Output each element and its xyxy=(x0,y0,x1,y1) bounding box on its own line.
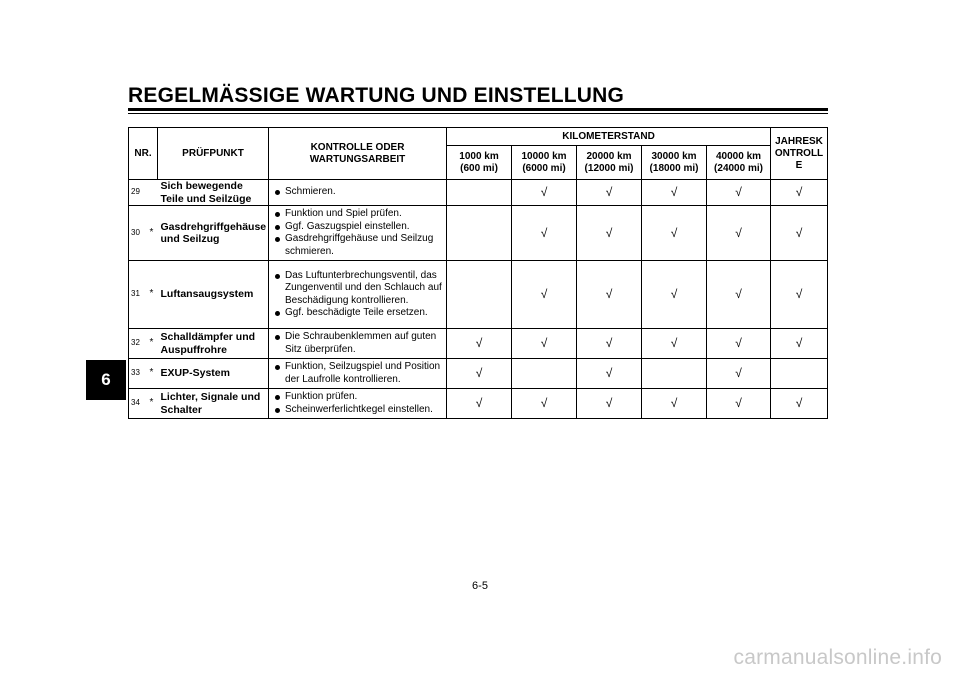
interval-km: 20000 km xyxy=(586,150,632,162)
action-item: Die Schraubenklemmen auf guten Sitz überprüfen. xyxy=(273,331,443,356)
watermark: carmanualsonline.info xyxy=(733,646,942,669)
check-cell xyxy=(447,261,512,329)
action-list xyxy=(273,208,443,258)
header-interval xyxy=(707,146,771,180)
check-cell: √ xyxy=(512,389,577,419)
row-item: Lichter, Signale und Schalter xyxy=(158,389,269,419)
header-action: KONTROLLE ODER WARTUNGSARBEIT xyxy=(269,128,447,180)
check-cell: √ xyxy=(707,329,771,359)
check-cell: √ xyxy=(512,329,577,359)
action-list xyxy=(273,391,443,416)
check-cell: √ xyxy=(577,359,642,389)
table-row xyxy=(129,180,828,206)
check-cell: √ xyxy=(707,180,771,206)
chapter-tab[interactable]: 6 xyxy=(86,360,126,400)
header-interval xyxy=(447,146,512,180)
check-cell xyxy=(642,359,707,389)
check-cell: √ xyxy=(642,261,707,329)
check-cell xyxy=(771,359,828,389)
check-cell: √ xyxy=(771,329,828,359)
check-cell: √ xyxy=(577,261,642,329)
row-number: 31 xyxy=(129,261,146,329)
interval-km: 1000 km xyxy=(459,150,499,162)
page-number: 6-5 xyxy=(472,580,488,592)
interval-mi: (6000 mi) xyxy=(522,162,566,174)
check-cell: √ xyxy=(642,329,707,359)
check-cell: √ xyxy=(642,206,707,261)
check-cell: √ xyxy=(577,329,642,359)
header-interval xyxy=(577,146,642,180)
row-item: Sich bewegende Teile und Seilzüge xyxy=(158,180,269,206)
check-cell xyxy=(447,206,512,261)
row-star-marker: * xyxy=(146,389,158,419)
check-cell: √ xyxy=(707,261,771,329)
check-cell: √ xyxy=(771,180,828,206)
action-item: Schmieren. xyxy=(273,186,443,199)
header-annual-check: JAHRESKONTROLLE xyxy=(771,128,828,180)
check-cell: √ xyxy=(512,261,577,329)
action-item: Funktion prüfen. xyxy=(273,391,443,404)
check-cell: √ xyxy=(447,359,512,389)
row-actions xyxy=(269,206,447,261)
row-star-marker: * xyxy=(146,329,158,359)
action-item: Funktion und Spiel prüfen. xyxy=(273,208,443,221)
header-interval xyxy=(642,146,707,180)
check-cell xyxy=(447,180,512,206)
interval-mi: (18000 mi) xyxy=(649,162,699,174)
action-item: Funktion, Seilzugspiel und Position der Laufrolle kontrollieren. xyxy=(273,361,443,386)
table-row xyxy=(129,206,828,261)
interval-mi: (12000 mi) xyxy=(584,162,634,174)
check-cell: √ xyxy=(642,180,707,206)
check-cell: √ xyxy=(771,206,828,261)
interval-mi: (24000 mi) xyxy=(714,162,763,174)
row-actions xyxy=(269,180,447,206)
header-kilometerstand: KILOMETERSTAND xyxy=(447,128,771,146)
row-star-marker: * xyxy=(146,206,158,261)
action-list xyxy=(273,361,443,386)
row-actions xyxy=(269,329,447,359)
check-cell: √ xyxy=(577,389,642,419)
interval-mi: (600 mi) xyxy=(460,162,498,174)
interval-km: 40000 km xyxy=(715,150,762,162)
interval-km: 10000 km xyxy=(521,150,567,162)
page-title: REGELMÄSSIGE WARTUNG UND EINSTELLUNG xyxy=(128,84,625,107)
row-actions xyxy=(269,359,447,389)
check-cell: √ xyxy=(512,206,577,261)
header-interval xyxy=(512,146,577,180)
row-number: 30 xyxy=(129,206,146,261)
check-cell xyxy=(512,359,577,389)
table-row xyxy=(129,389,828,419)
header-rule-thin xyxy=(128,113,828,114)
row-actions xyxy=(269,261,447,329)
header-item: PRÜFPUNKT xyxy=(158,128,269,180)
check-cell: √ xyxy=(707,389,771,419)
row-star-marker: * xyxy=(146,261,158,329)
row-star-marker: * xyxy=(146,359,158,389)
action-item: Scheinwerferlichtkegel einstellen. xyxy=(273,404,443,417)
row-star-marker xyxy=(146,180,158,206)
check-cell: √ xyxy=(577,180,642,206)
check-cell: √ xyxy=(447,389,512,419)
action-item: Das Luftunterbrechungsventil, das Zungenventil und den Schlauch auf Beschädigung kontrollieren. xyxy=(273,270,443,308)
action-list xyxy=(273,331,443,356)
row-number: 33 xyxy=(129,359,146,389)
row-number: 34 xyxy=(129,389,146,419)
header-nr: NR. xyxy=(129,128,158,180)
row-item: EXUP-System xyxy=(158,359,269,389)
maintenance-table xyxy=(128,127,828,419)
check-cell: √ xyxy=(642,389,707,419)
row-number: 32 xyxy=(129,329,146,359)
action-item: Ggf. Gaszugspiel einstellen. xyxy=(273,221,443,234)
row-item: Gasdrehgriffgehäuse und Seilzug xyxy=(158,206,269,261)
check-cell: √ xyxy=(707,359,771,389)
row-actions xyxy=(269,389,447,419)
check-cell: √ xyxy=(707,206,771,261)
row-number: 29 xyxy=(129,180,146,206)
check-cell: √ xyxy=(771,261,828,329)
interval-km: 30000 km xyxy=(651,150,697,162)
action-list xyxy=(273,186,443,199)
row-item: Luftansaugsystem xyxy=(158,261,269,329)
table-row xyxy=(129,261,828,329)
table-row xyxy=(129,329,828,359)
table-row xyxy=(129,359,828,389)
check-cell: √ xyxy=(771,389,828,419)
action-item: Ggf. beschädigte Teile ersetzen. xyxy=(273,307,443,320)
header-rule-thick xyxy=(128,108,828,111)
check-cell: √ xyxy=(577,206,642,261)
action-item: Gasdrehgriffgehäuse und Seilzug schmieren. xyxy=(273,233,443,258)
action-list xyxy=(273,270,443,320)
check-cell: √ xyxy=(447,329,512,359)
check-cell: √ xyxy=(512,180,577,206)
row-item: Schalldämpfer und Auspuffrohre xyxy=(158,329,269,359)
